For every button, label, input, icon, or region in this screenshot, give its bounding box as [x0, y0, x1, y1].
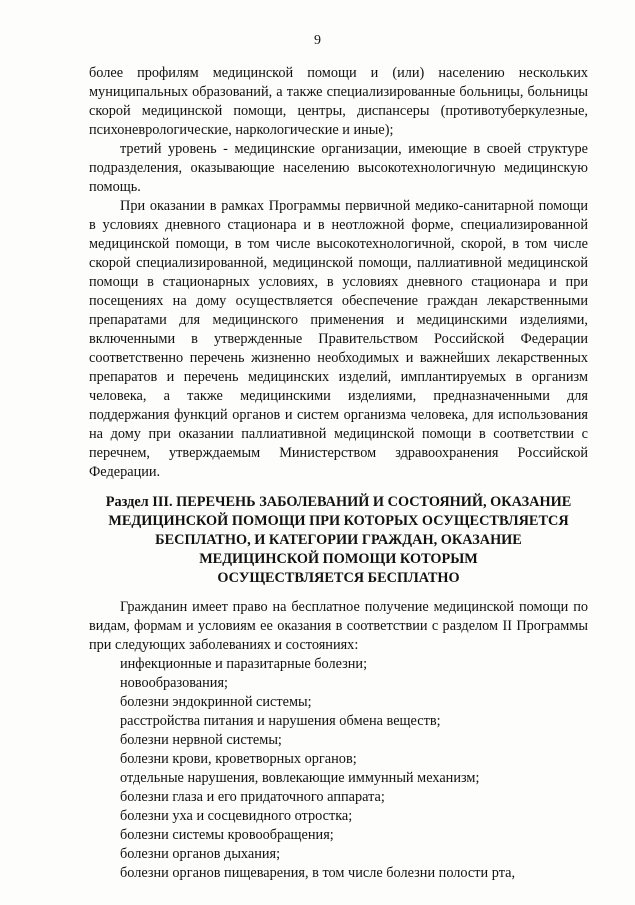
page-content — [89, 64, 588, 883]
list-item: болезни уха и сосцевидного отростка; — [120, 808, 353, 824]
section-heading-line: ОСУЩЕСТВЛЯЕТСЯ БЕСПЛАТНО — [217, 570, 460, 586]
section-heading-line: БЕСПЛАТНО, И КАТЕГОРИИ ГРАЖДАН, ОКАЗАНИЕ — [155, 532, 522, 548]
list-item: новообразования; — [120, 675, 228, 691]
section-heading-line: МЕДИЦИНСКОЙ ПОМОЩИ ПРИ КОТОРЫХ ОСУЩЕСТВЛЯЕТСЯ — [108, 513, 569, 529]
list-item: болезни крови, кроветворных органов; — [120, 751, 357, 767]
list-item: болезни органов пищеварения, в том числе болезни полости рта, — [120, 865, 516, 881]
disease-list — [89, 655, 588, 883]
list-item: отдельные нарушения, вовлекающие иммунный механизм; — [120, 770, 480, 786]
list-item: болезни глаза и его придаточного аппарата; — [120, 789, 385, 805]
section-heading — [89, 493, 588, 588]
list-item: расстройства питания и нарушения обмена веществ; — [120, 713, 441, 729]
list-item: болезни органов дыхания; — [120, 846, 281, 862]
list-item: инфекционные и паразитарные болезни; — [120, 656, 368, 672]
list-item: болезни системы кровообращения; — [120, 827, 334, 843]
section-heading-line: Раздел III. ПЕРЕЧЕНЬ ЗАБОЛЕВАНИЙ И СОСТОЯНИЙ, ОКАЗАНИЕ — [105, 494, 572, 510]
list-item: болезни эндокринной системы; — [120, 694, 312, 710]
list-item: болезни нервной системы; — [120, 732, 282, 748]
paragraph-levels-second: более профилям медицинской помощи и (или) населению нескольких муниципальных образований, а также специализированные больницы, больницы скорой медицинской помощи, центры, диспансеры (противотуберкулезные, психоневрологические, наркологические и иные); — [89, 65, 588, 138]
paragraph-drug-provision: При оказании в рамках Программы первичной медико-санитарной помощи в условиях дневного стационара и в неотложной форме, специализированной медицинской помощи, в том числе высокотехнологичной, скорой, в том числе скорой специализированной, медицинской помощи, паллиативной медицинской помощи в стационарных условиях, в условиях дневного стационара и при посещениях на дому осуществляется обеспечение граждан лекарственными препаратами для медицинского применения и медицинскими изделиями, включенными в утвержденные Правительством Российской Федерации соответственно перечень жизненно необходимых и важнейших лекарственных препаратов и перечень медицинских изделий, имплантируемых в организм человека, а также медицинскими изделиями, предназначенными для поддержания функций органов и систем организма человека, для использования на дому при оказании паллиативной медицинской помощи в соответствии с перечнем, утверждаемым Министерством здравоохранения Российской Федерации. — [89, 198, 588, 480]
page-number: 9 — [314, 33, 321, 48]
paragraph-intro-rights: Гражданин имеет право на бесплатное получение медицинской помощи по видам, формам и условиям ее оказания в соответствии с разделом II Программы при следующих заболеваниях и состояниях: — [89, 599, 588, 653]
section-heading-line: МЕДИЦИНСКОЙ ПОМОЩИ КОТОРЫМ — [199, 551, 478, 567]
paragraph-level-third: третий уровень - медицинские организации, имеющие в своей структуре подразделения, оказывающие населению высокотехнологичную медицинскую помощь. — [89, 141, 588, 195]
